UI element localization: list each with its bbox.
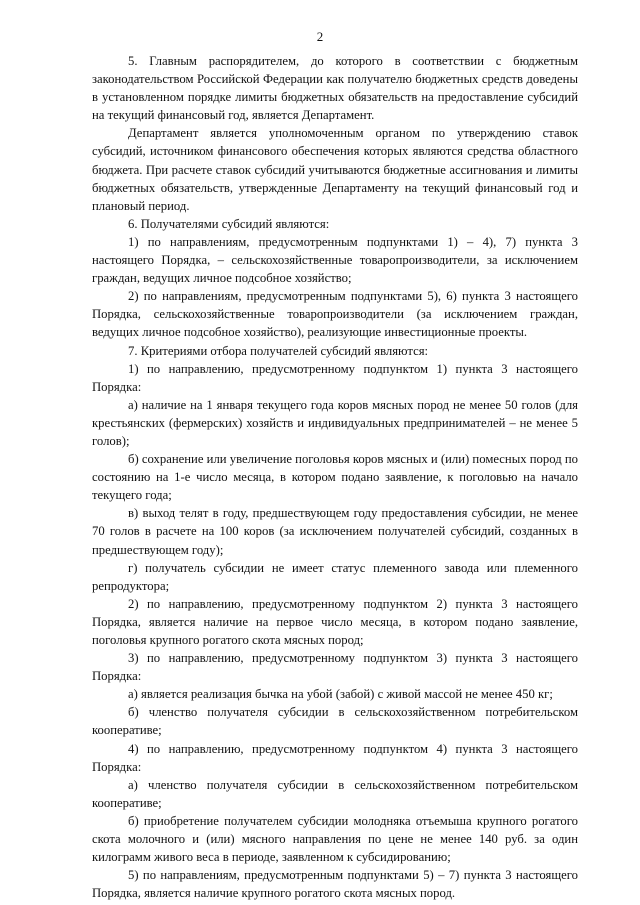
paragraph-7-item-5: 5) по направлениям, предусмотренным подпунктами 5) – 7) пункта 3 настоящего Порядка, является наличие крупного рогатого скота мясных пород. <box>92 868 578 901</box>
paragraph-7-item-2: 2) по направлению, предусмотренному подпунктом 2) пункта 3 настоящего Порядка, является наличие на первое число месяца, в котором подано заявление, поголовья крупного рогатого скота мясных пород; <box>92 596 578 647</box>
paragraph-7-item-4-a: а) членство получателя субсидии в сельскохозяйственном потребительском кооперативе; <box>92 777 578 810</box>
paragraph-6-heading: 6. Получателями субсидий являются: <box>128 216 330 231</box>
paragraph-7-item-4: 4) по направлению, предусмотренному подпунктом 4) пункта 3 настоящего Порядка: <box>92 741 578 774</box>
paragraph-7-item-1-v: в) выход телят в году, предшествующем году предоставления субсидии, не менее 70 голов в расчете на 100 коров (за исключением получателей субсидий, созданных в предшествующем году); <box>92 506 578 557</box>
paragraph-7-item-1: 1) по направлению, предусмотренному подпунктом 1) пункта 3 настоящего Порядка: <box>92 361 578 394</box>
paragraph-7-item-3-b: б) членство получателя субсидии в сельскохозяйственном потребительском кооперативе; <box>92 705 578 738</box>
page-number: 2 <box>316 29 324 44</box>
document-body <box>92 52 578 902</box>
paragraph-7-item-1-g: г) получатель субсидии не имеет статус племенного завода или племенного репродуктора; <box>92 560 578 593</box>
paragraph-department-authority: Департамент является уполномоченным органом по утверждению ставок субсидий, источником финансового обеспечения которых являются средства областного бюджета. При расчете ставок субсидий учитываются бюджетные ассигнования и лимиты бюджетных обязательств, утвержденные Департаменту на текущий финансовый год и плановый период. <box>92 126 578 213</box>
paragraph-7-item-4-b: б) приобретение получателем субсидии молодняка отъемыша крупного рогатого скота молочного и (или) мясного направления по цене не менее 140 руб. за один килограмм живого веса в периоде, заявленном к субсидированию; <box>92 813 578 865</box>
paragraph-5-main-administrator: 5. Главным распорядителем, до которого в соответствии с бюджетным законодательством Российской Федерации как получателю бюджетных средств доведены в установленном порядке лимиты бюджетных обязательств на предоставление субсидий на текущий финансовый год, является Департамент. <box>92 54 578 123</box>
paragraph-6-item-2: 2) по направлениям, предусмотренным подпунктами 5), 6) пункта 3 настоящего Порядка, сельскохозяйственные товаропроизводители (за исключением граждан, ведущих личное подсобное хозяйство), реализующие инвестиционные проекты. <box>92 289 578 340</box>
paragraph-7-heading: 7. Критериями отбора получателей субсидий являются: <box>128 343 429 358</box>
paragraph-7-item-1-a: а) наличие на 1 января текущего года коров мясных пород не менее 50 голов (для крестьянских (фермерских) хозяйств и индивидуальных предпринимателей – не менее 5 голов); <box>92 397 578 448</box>
paragraph-6-item-1: 1) по направлениям, предусмотренным подпунктами 1) – 4), 7) пункта 3 настоящего Порядка, – сельскохозяйственные товаропроизводители, за исключением граждан, ведущих личное подсобное хозяйство; <box>92 234 578 286</box>
paragraph-7-item-1-b: б) сохранение или увеличение поголовья коров мясных и (или) помесных пород по состоянию на 1-е число месяца, в котором подано заявление, к поголовью на начало текущего года; <box>92 452 578 503</box>
paragraph-7-item-3: 3) по направлению, предусмотренному подпунктом 3) пункта 3 настоящего Порядка: <box>92 651 578 684</box>
paragraph-7-item-3-a: а) является реализация бычка на убой (забой) с живой массой не менее 450 кг; <box>128 687 553 702</box>
